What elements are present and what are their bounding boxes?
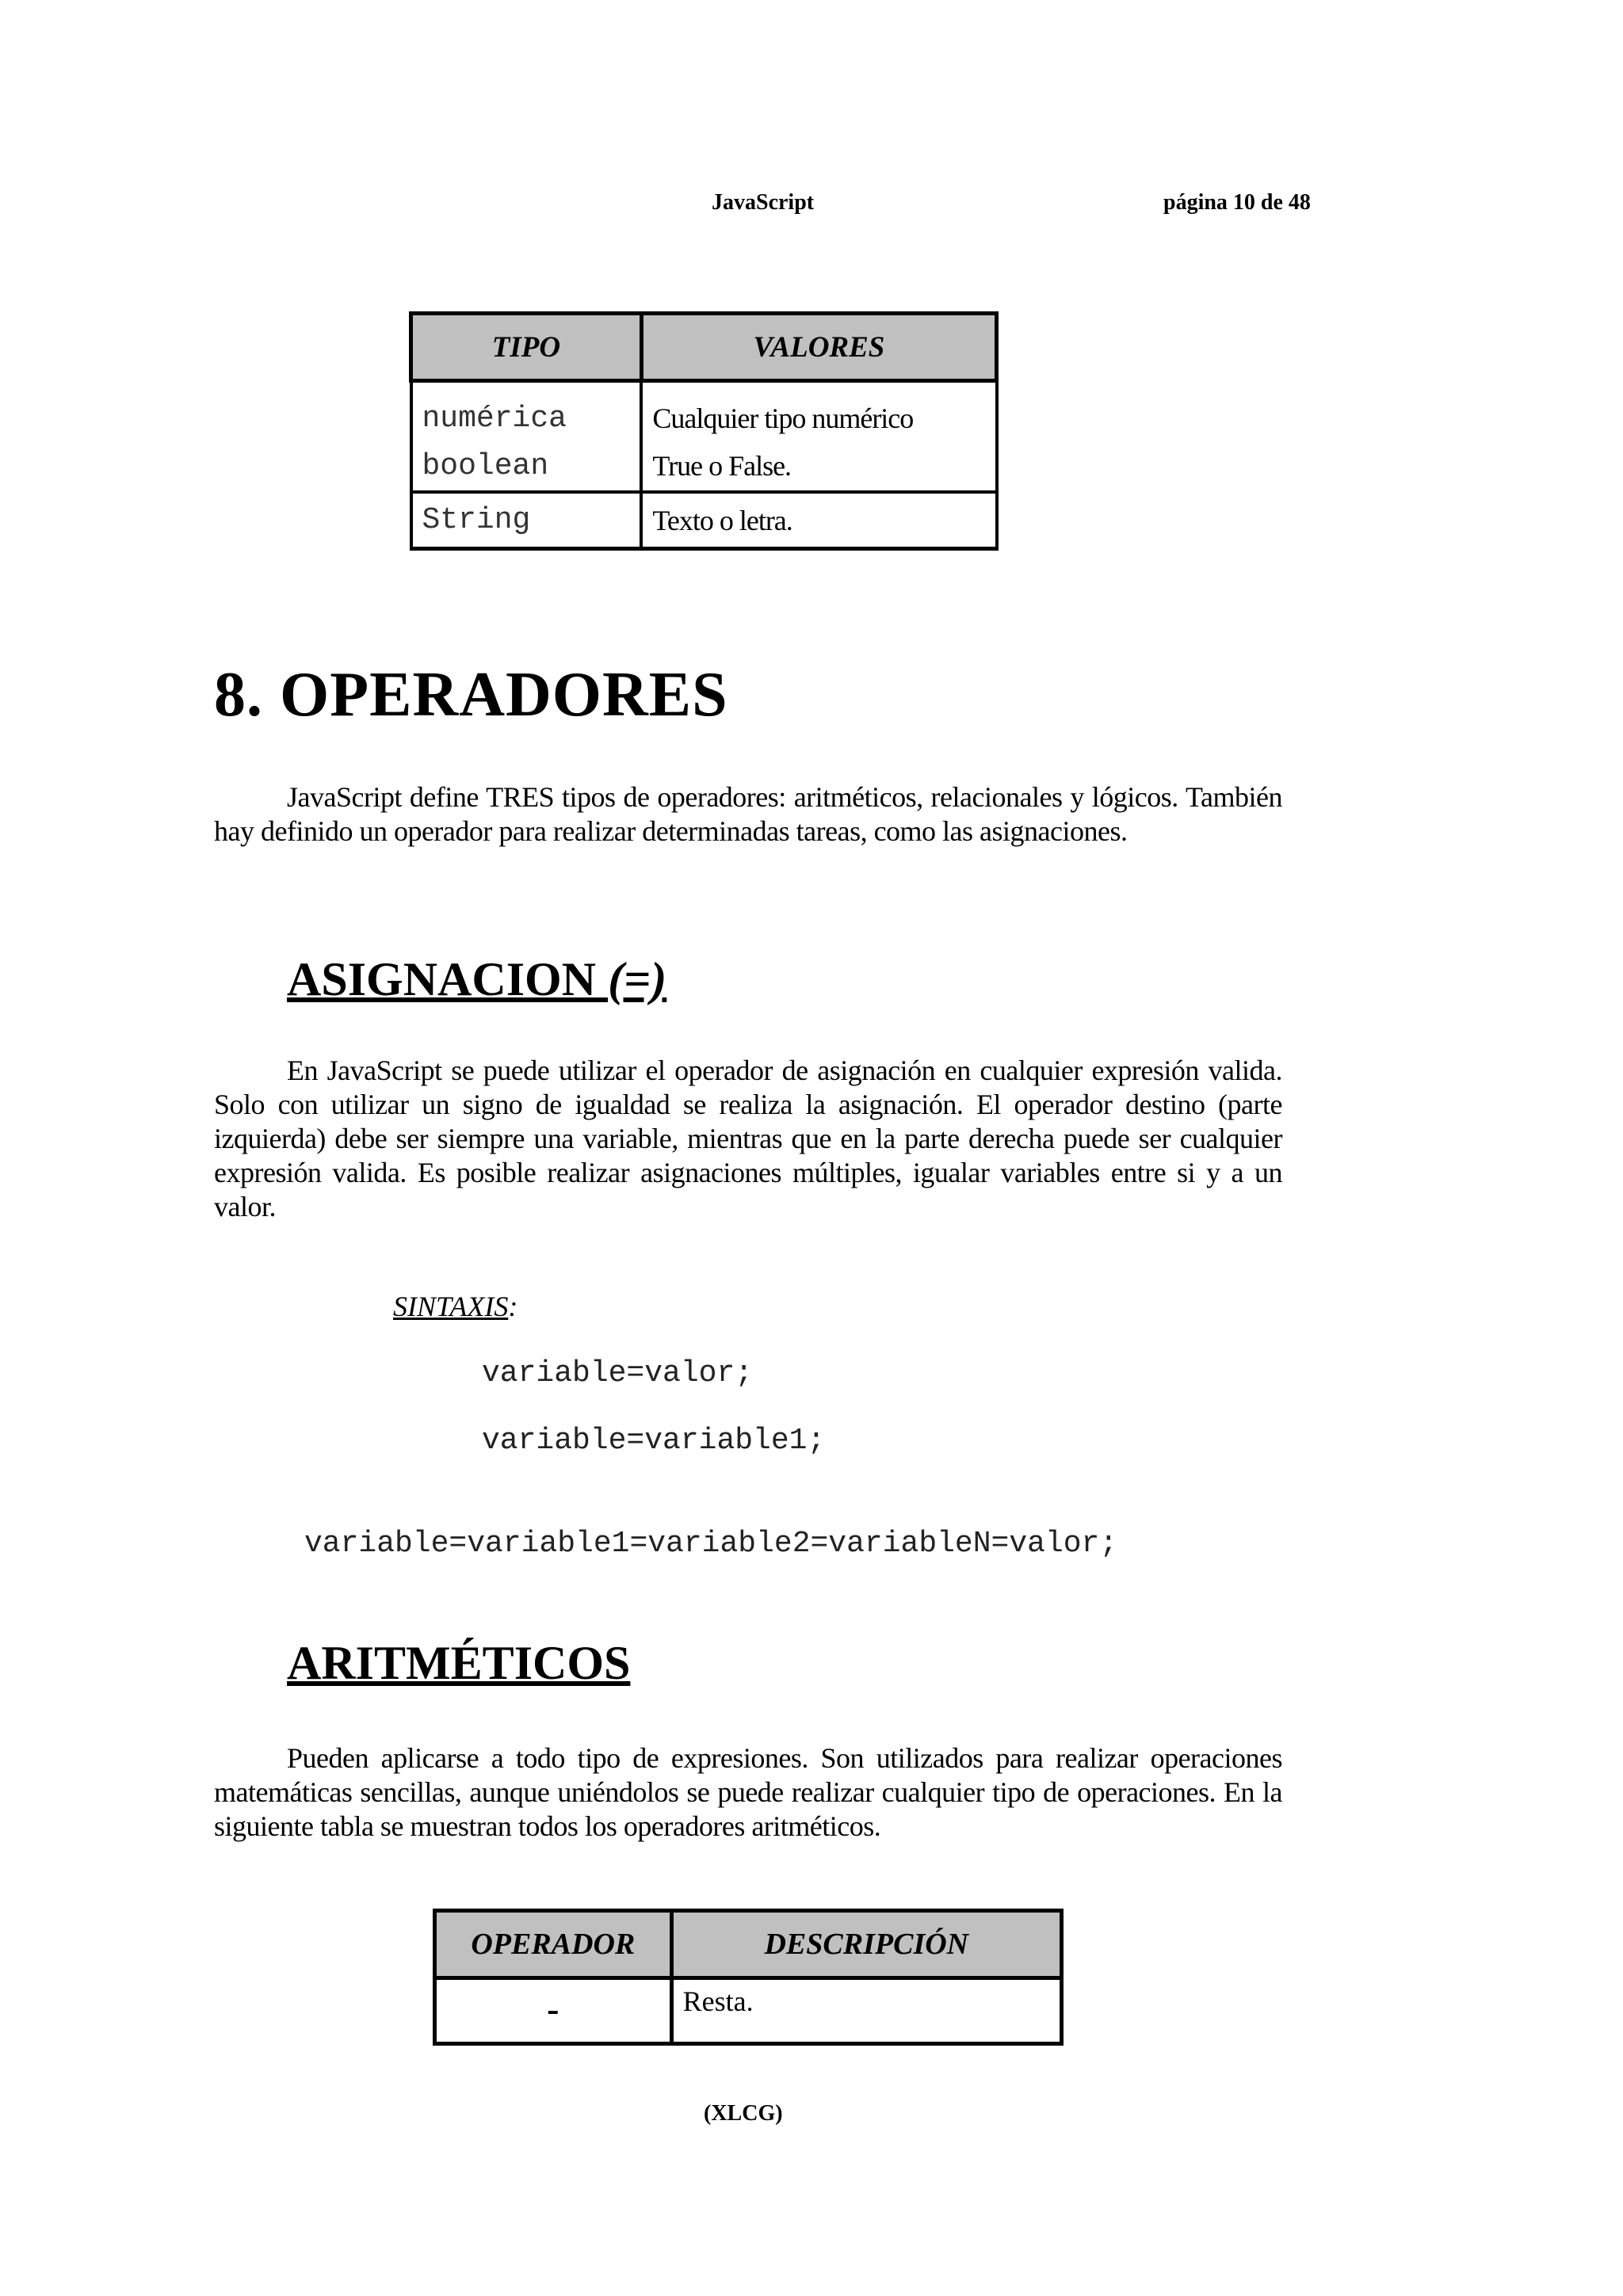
tipo-cell: boolean: [411, 441, 642, 492]
section-heading: 8. OPERADORES: [214, 660, 728, 730]
syntax-colon: :: [508, 1291, 518, 1322]
valor-cell: Texto o letra.: [641, 492, 996, 549]
table-row: [411, 441, 997, 492]
asignacion-heading-symbol: (=): [608, 953, 667, 1005]
code-line: variable=valor;: [482, 1356, 754, 1390]
tipo-cell: numérica: [411, 381, 642, 442]
types-table-header: [411, 314, 997, 381]
asignacion-paragraph: En JavaScript se puede utilizar el operador de asignación en cualquier expresión valida. Solo con utilizar un signo de igualdad se realiza la asignación. El operador destino (parte izquierda) debe ser siempre una variable, mientras que en la parte derecha puede ser cualquier expresión valida. Es posible realizar asignaciones múltiples, igualar variables entre si y a un valor.: [214, 1055, 1282, 1222]
page-number: página 10 de 48: [1163, 190, 1311, 215]
table-row: [411, 381, 997, 442]
header-title: JavaScript: [712, 190, 815, 215]
operators-table: [433, 1909, 1064, 2046]
operador-cell: -: [435, 1978, 672, 2044]
intro-paragraph: JavaScript define TRES tipos de operadores: aritméticos, relacionales y lógicos. También hay definido un operador para realizar determinadas tareas, como las asignaciones.: [214, 781, 1282, 847]
col-header-descripcion: DESCRIPCIÓN: [671, 1911, 1061, 1978]
col-header-operador: OPERADOR: [435, 1911, 672, 1978]
aritmeticos-heading: ARITMÉTICOS: [287, 1637, 631, 1689]
operators-table-header: [435, 1911, 1062, 1978]
tipo-cell: String: [411, 492, 642, 549]
code-line: variable=variable1;: [482, 1424, 826, 1458]
aritmeticos-paragraph: Pueden aplicarse a todo tipo de expresiones. Son utilizados para realizar operaciones matemáticas sencillas, aunque uniéndolos se puede realizar cualquier tipo de operaciones. En la siguiente tabla se muestran todos los operadores aritméticos.: [214, 1742, 1282, 1842]
types-table: [409, 311, 999, 551]
col-header-valores: VALORES: [641, 314, 996, 381]
descripcion-cell: Resta.: [671, 1978, 1061, 2044]
asignacion-heading: [287, 952, 666, 1007]
table-row: [435, 1978, 1062, 2044]
valor-cell: Cualquier tipo numérico: [641, 381, 996, 442]
code-line: variable=variable1=variable2=variableN=valor;: [304, 1527, 1118, 1561]
asignacion-heading-text: ASIGNACION: [287, 953, 609, 1005]
valor-cell: True o False.: [641, 441, 996, 492]
col-header-tipo: TIPO: [411, 314, 642, 381]
syntax-label-text: SINTAXIS: [393, 1291, 509, 1322]
footer-text: (XLCG): [704, 2101, 783, 2126]
syntax-label: [393, 1290, 517, 1323]
table-row: [411, 492, 997, 549]
